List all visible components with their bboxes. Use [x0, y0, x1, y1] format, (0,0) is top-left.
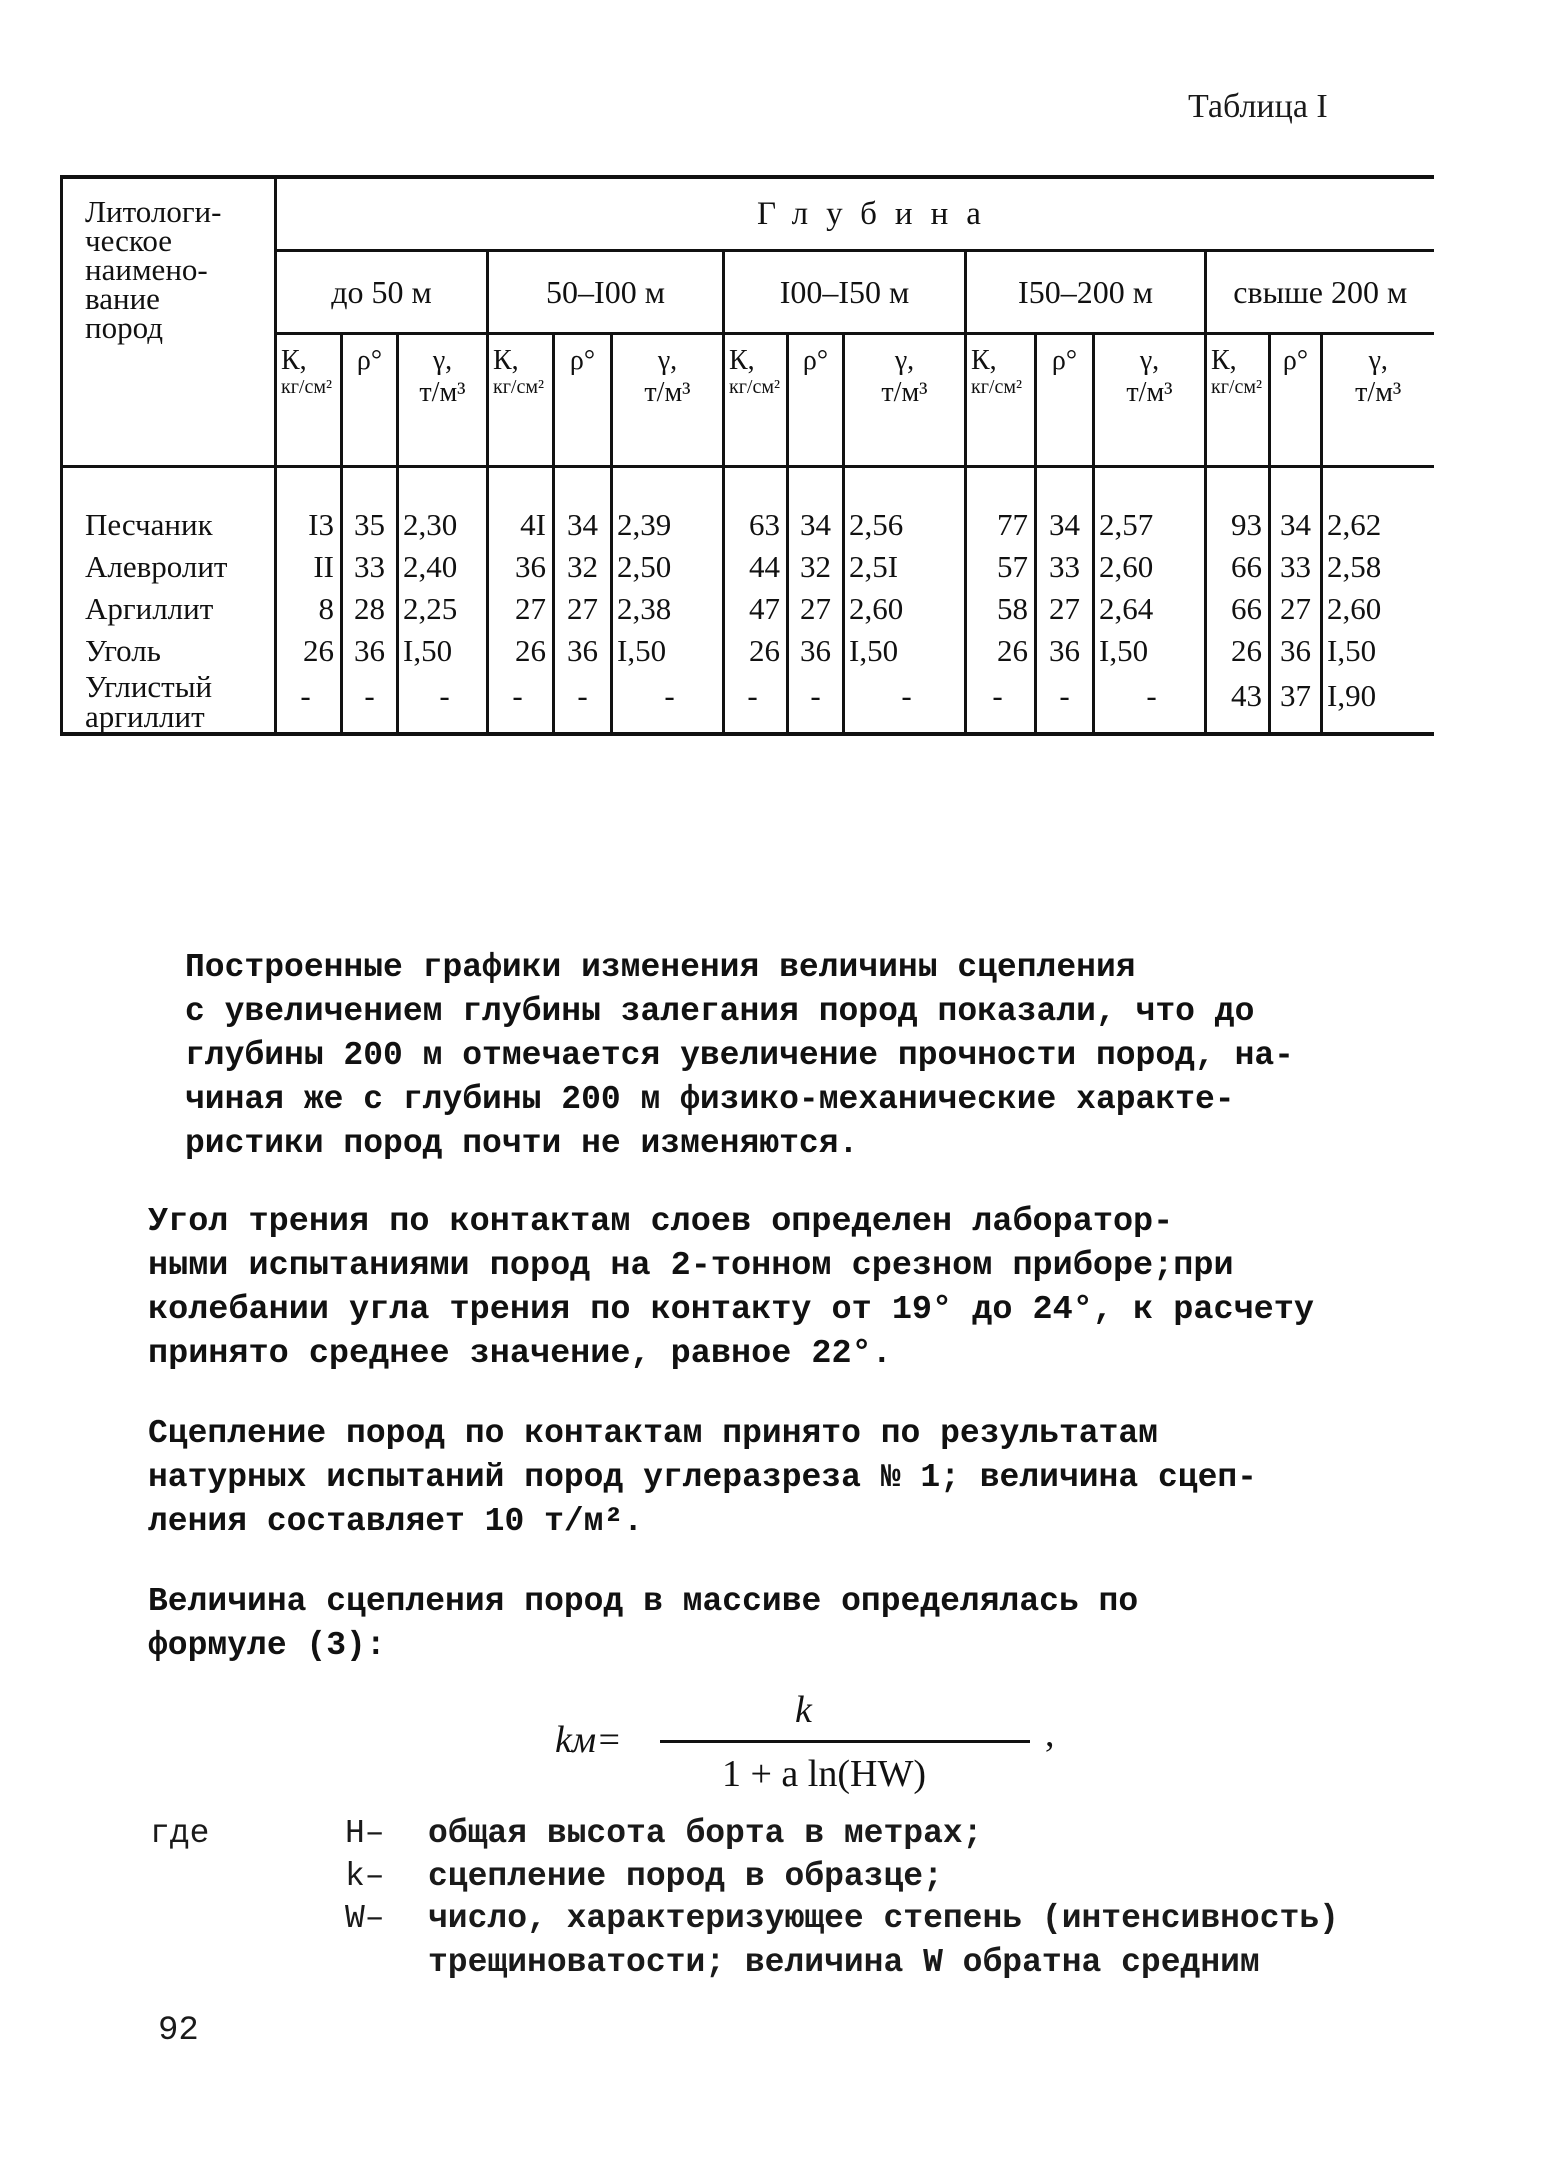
- cell-density: I,50: [1094, 630, 1206, 672]
- cell-density: I,50: [844, 630, 966, 672]
- unit-gamma-label: γ,: [1139, 345, 1160, 376]
- cell-density: 2,58: [1327, 549, 1382, 584]
- lithology-name: Углистый аргиллит: [62, 672, 276, 734]
- cell-cohesion: -: [488, 672, 554, 734]
- cell-cohesion: 27: [488, 588, 554, 630]
- cell-cohesion: 57: [966, 546, 1036, 588]
- cell-friction-angle: 27: [788, 588, 844, 630]
- cell-cohesion: 26: [1206, 630, 1270, 672]
- unit-gamma-label: γ,: [657, 345, 678, 376]
- unit-gamma: [398, 334, 488, 467]
- unit-k-label: К,: [1211, 345, 1237, 376]
- unit-k: [966, 334, 1036, 467]
- unit-k-label: К,: [971, 345, 997, 376]
- unit-k-label: К,: [729, 345, 755, 376]
- fraction-bar: [660, 1740, 1030, 1743]
- unit-rho-label: ρ°: [802, 345, 829, 376]
- cell-cohesion: 58: [966, 588, 1036, 630]
- cell-friction-angle: 33: [342, 546, 398, 588]
- unit-gamma-sub: т/м³: [644, 377, 691, 408]
- depth-header: Глубина: [276, 177, 1434, 251]
- cell-friction-angle: 32: [554, 546, 612, 588]
- unit-k: [724, 334, 788, 467]
- unit-gamma-sub: т/м³: [1126, 377, 1173, 408]
- cell-friction-angle: 33: [1036, 546, 1094, 588]
- where-symbol: W–: [345, 1900, 385, 1937]
- formula-numerator: k: [795, 1689, 812, 1731]
- cell-density: 2,60: [1094, 546, 1206, 588]
- unit-k: [276, 334, 342, 467]
- cell-friction-angle: -: [342, 672, 398, 734]
- cell-cohesion: I3: [276, 504, 342, 546]
- cell-cohesion: 63: [724, 504, 788, 546]
- unit-gamma-label: γ,: [894, 345, 915, 376]
- unit-rho-label: ρ°: [1051, 345, 1078, 376]
- cell-density: 2,25: [398, 588, 488, 630]
- range-header: 50–I00 м: [488, 251, 724, 334]
- lithology-name: Аргиллит: [62, 588, 276, 630]
- cell-friction-angle: 32: [788, 546, 844, 588]
- cell-friction-angle: 36: [1270, 630, 1322, 672]
- unit-k-label: К,: [493, 345, 519, 376]
- cell-cohesion: 26: [966, 630, 1036, 672]
- cell-friction-angle: 27: [1270, 588, 1322, 630]
- where-symbol: H–: [345, 1815, 385, 1852]
- cell-cohesion: -: [966, 672, 1036, 734]
- cell-cohesion: 36: [488, 546, 554, 588]
- cell-density: I,50: [1327, 633, 1377, 668]
- cell-density: -: [1094, 672, 1206, 734]
- unit-k-sub: кг/см²: [281, 376, 333, 398]
- unit-k-label: К,: [281, 345, 307, 376]
- cell-friction-angle: 34: [554, 504, 612, 546]
- unit-gamma: [612, 334, 724, 467]
- cell-cohesion: 66: [1206, 588, 1270, 630]
- range-header: I50–200 м: [966, 251, 1206, 334]
- cell-friction-angle: 27: [1036, 588, 1094, 630]
- table-caption: Таблица I: [1188, 88, 1328, 125]
- cell-friction-angle: 36: [1036, 630, 1094, 672]
- cell-density: -: [844, 672, 966, 734]
- lithology-name: Уголь: [62, 630, 276, 672]
- cell-friction-angle: 27: [554, 588, 612, 630]
- cell-cohesion: 77: [966, 504, 1036, 546]
- table-row: [62, 588, 1434, 630]
- unit-gamma: [1094, 334, 1206, 467]
- cell-friction-angle: 34: [788, 504, 844, 546]
- where-symbol: k–: [345, 1858, 385, 1895]
- unit-gamma-label: γ,: [1368, 345, 1388, 376]
- cell-friction-angle: 37: [1270, 672, 1322, 734]
- formula-tail: ,: [1045, 1713, 1055, 1755]
- cell-friction-angle: 36: [554, 630, 612, 672]
- unit-rho-label: ρ°: [569, 345, 596, 376]
- cell-friction-angle: -: [788, 672, 844, 734]
- cell-cohesion: 26: [276, 630, 342, 672]
- lithology-header: Литологи- ческое наимено- вание пород: [62, 177, 276, 467]
- formula-denominator: 1 + a ln(HW): [722, 1753, 926, 1795]
- unit-gamma-sub: т/м³: [1355, 377, 1402, 408]
- unit-rho-label: ρ°: [356, 345, 383, 376]
- where-description: сцепление пород в образце;: [428, 1858, 943, 1895]
- unit-gamma: [844, 334, 966, 467]
- cell-density: 2,38: [612, 588, 724, 630]
- cell-cohesion: 47: [724, 588, 788, 630]
- cell-density: 2,60: [1327, 591, 1382, 626]
- unit-rho: [342, 334, 398, 467]
- unit-k-sub: кг/см²: [493, 376, 545, 398]
- unit-rho: [554, 334, 612, 467]
- cell-cohesion: 66: [1206, 546, 1270, 588]
- cell-cohesion: 93: [1206, 504, 1270, 546]
- cell-cohesion: -: [276, 672, 342, 734]
- cell-cohesion: II: [276, 546, 342, 588]
- unit-rho: [1036, 334, 1094, 467]
- paragraph-2: Угол трения по контактам слоев определен лаборатор- ными испытаниями пород на 2-тонном срезном приборе;при колебании угла трения по контакту от 19° до 24°, к расчету принято среднее значение, равное 22°.: [148, 1203, 1314, 1373]
- table-row: [62, 672, 1434, 734]
- cell-friction-angle: 35: [342, 504, 398, 546]
- unit-k: [1206, 334, 1270, 467]
- cell-density: -: [612, 672, 724, 734]
- unit-gamma-sub: т/м³: [419, 377, 466, 408]
- cell-density: 2,30: [398, 504, 488, 546]
- cell-cohesion: 44: [724, 546, 788, 588]
- range-header: до 50 м: [276, 251, 488, 334]
- unit-k-sub: кг/см²: [1211, 376, 1263, 398]
- cell-density: I,90: [1322, 672, 1434, 734]
- table-row: [62, 504, 1434, 546]
- table-row: [62, 546, 1434, 588]
- cell-cohesion: 43: [1206, 672, 1270, 734]
- range-header: свыше 200 м: [1206, 251, 1434, 334]
- cell-friction-angle: 36: [788, 630, 844, 672]
- cell-density: 2,5I: [844, 546, 966, 588]
- properties-table: [60, 175, 1434, 736]
- page-number: 92: [158, 2012, 199, 2050]
- cell-density: 2,40: [398, 546, 488, 588]
- unit-rho-label: ρ°: [1282, 345, 1309, 376]
- cell-density: I,50: [398, 630, 488, 672]
- lithology-name: Алевролит: [62, 546, 276, 588]
- unit-rho: [1270, 334, 1322, 467]
- cell-density: 2,50: [612, 546, 724, 588]
- unit-k-sub: кг/см²: [729, 376, 781, 398]
- unit-k: [488, 334, 554, 467]
- paragraph-3: Сцепление пород по контактам принято по результатам натурных испытаний пород углеразреза № 1; величина сцеп- ления составляет 10 т/м².: [148, 1415, 1257, 1540]
- cell-density: 2,57: [1094, 504, 1206, 546]
- where-label: где: [150, 1815, 210, 1852]
- range-header: I00–I50 м: [724, 251, 966, 334]
- cell-cohesion: 26: [724, 630, 788, 672]
- cell-density: I,50: [612, 630, 724, 672]
- unit-gamma: [1322, 334, 1434, 467]
- cell-cohesion: 4I: [488, 504, 554, 546]
- where-description: трещиноватости; величина W обратна средним: [428, 1944, 1260, 1981]
- unit-rho: [788, 334, 844, 467]
- cell-friction-angle: 34: [1036, 504, 1094, 546]
- where-description: общая высота борта в метрах;: [428, 1815, 983, 1852]
- cell-friction-angle: -: [1036, 672, 1094, 734]
- cell-density: 2,64: [1094, 588, 1206, 630]
- cell-density: -: [398, 672, 488, 734]
- paragraph-4: Величина сцепления пород в массиве определялась по формуле (3):: [148, 1583, 1139, 1664]
- paragraph-1: Построенные графики изменения величины сцепления с увеличением глубины залегания пород показали, что до глубины 200 м отмечается увеличение прочности пород, на- чиная же с глубины 200 м физико-механические характе- ристики пород почти не изменяются.: [185, 949, 1294, 1162]
- cell-density: 2,39: [612, 504, 724, 546]
- cell-friction-angle: 36: [342, 630, 398, 672]
- cell-friction-angle: -: [554, 672, 612, 734]
- where-description: число, характеризующее степень (интенсивность): [428, 1900, 1339, 1937]
- cell-friction-angle: 28: [342, 588, 398, 630]
- unit-k-sub: кг/см²: [971, 376, 1023, 398]
- cell-cohesion: 8: [276, 588, 342, 630]
- cell-friction-angle: 34: [1270, 504, 1322, 546]
- cell-cohesion: 26: [488, 630, 554, 672]
- cell-cohesion: -: [724, 672, 788, 734]
- lithology-name: Песчаник: [62, 504, 276, 546]
- cell-density: 2,60: [844, 588, 966, 630]
- table-row: [62, 630, 1434, 672]
- unit-gamma-label: γ,: [432, 345, 453, 376]
- unit-gamma-sub: т/м³: [881, 377, 928, 408]
- cell-density: 2,62: [1327, 507, 1382, 542]
- cell-friction-angle: 33: [1270, 546, 1322, 588]
- cell-density: 2,56: [844, 504, 966, 546]
- formula-lhs: kм=: [555, 1719, 622, 1761]
